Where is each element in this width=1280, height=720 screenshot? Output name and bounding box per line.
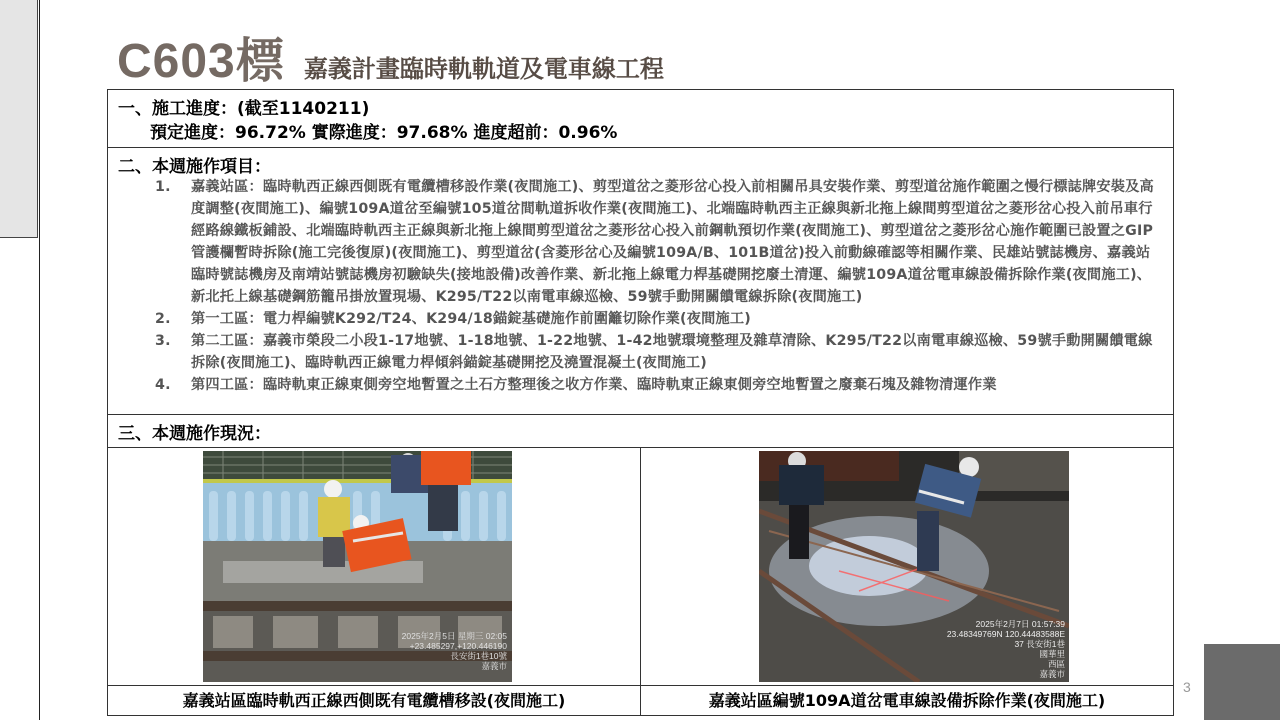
project-subtitle: 嘉義計畫臨時軌軌道及電車線工程: [303, 55, 664, 83]
stamp-address: 長安街1巷10號: [450, 651, 507, 661]
stamp-city: 嘉義市: [481, 661, 507, 671]
photo-catenary-removal: [759, 451, 1069, 682]
item-text: 第二工區：嘉義市榮段二小段1-17地號、1-18地號、1-22地號、1-42地號環境整理及雜草清除、K295/T22以南電車線巡檢、59號手動開關饋電線拆除(夜間施工)、臨時軌西正線電力桿傾斜錨錠基礎開挖及澆置混凝土(夜間施工): [191, 333, 1153, 371]
list-item: [155, 308, 1163, 330]
item-text: 第一工區：電力桿編號K292/T24、K294/18錨錠基礎施作前圍籬切除作業(夜間施工): [191, 311, 751, 327]
item-text: 第四工區：臨時軌東正線東側旁空地暫置之土石方整理後之收方作業、臨時軌東正線東側旁空地暫置之廢棄石塊及雜物清運作業: [191, 377, 997, 393]
status-heading: 三、本週施作現況：: [118, 424, 271, 444]
photo-cable-trough-relocation: [203, 451, 512, 682]
photo-caption-left: 嘉義站區臨時軌西正線西側既有電纜槽移設(夜間施工): [182, 691, 566, 710]
item-number: 1.: [155, 179, 171, 195]
weekly-items-list: [108, 176, 1163, 396]
row-divider: [108, 147, 1173, 148]
stamp-address: 37 長安街1巷: [1014, 639, 1065, 649]
weekly-items-heading: 二、本週施作項目：: [118, 157, 271, 177]
stamp-city: 嘉義市: [1039, 669, 1065, 679]
content-table: [107, 89, 1174, 716]
stamp-date: 2025年2月5日 星期三 02:05: [401, 631, 507, 641]
progress-values: 預定進度：96.72% 實際進度：97.68% 進度超前：0.96%: [150, 123, 618, 143]
page-number: 3: [1183, 679, 1191, 695]
stamp-coords: +23.485297,+120.446190: [409, 641, 507, 651]
progress-heading: 一、施工進度：(截至1140211): [118, 99, 370, 119]
slide-title: [117, 22, 664, 91]
side-tab-panel: [0, 0, 38, 238]
list-item: [155, 374, 1163, 396]
corner-decoration: [1204, 644, 1280, 720]
column-divider: [640, 448, 641, 715]
item-number: 2.: [155, 311, 171, 327]
row-divider: [108, 685, 1173, 686]
item-text: 嘉義站區：臨時軌西正線西側既有電纜槽移設作業(夜間施工)、剪型道岔之菱形岔心投入前相關吊具安裝作業、剪型道岔施作範圍之慢行標誌牌安裝及高度調整(夜間施工)、編號109A道岔至編號105道岔間軌道拆收作業(夜間施工)、北端臨時軌西主正線與新北拖上線間剪型道岔之菱形岔心投入前吊車行經路線鐵板鋪設、北端臨時軌西主正線與新北拖上線間剪型道岔之菱形岔心投入前鋼軌預切作業(夜間施工)、剪型道岔之菱形岔心施作範圍已設置之GIP管護欄暫時拆除(施工完後復原)(夜間施工)、剪型道岔(含菱形岔心及編號109A/B、101B道岔)投入前動線確認等相關作業、民雄站號誌機房、嘉義站臨時號誌機房及南靖站號誌機房初驗缺失(接地設備)改善作業、新北拖上線電力桿基礎開挖廢土清運、編號109A道岔電車線設備拆除作業(夜間施工)、新北托上線基礎鋼筋籠吊掛放置現場、K295/T22以南電車線巡檢、59號手動開關饋電線拆除(夜間施工): [191, 179, 1154, 305]
row-divider: [108, 414, 1173, 415]
contract-code: C603標: [117, 35, 285, 88]
photo-caption-right: 嘉義站區編號109A道岔電車線設備拆除作業(夜間施工): [708, 691, 1106, 710]
stamp-village: 國華里: [1039, 649, 1065, 659]
stamp-district: 西區: [1047, 659, 1065, 669]
stamp-coords: 23.48349769N 120.44483588E: [946, 629, 1065, 639]
item-number: 4.: [155, 377, 171, 393]
item-number: 3.: [155, 333, 171, 349]
list-item: [155, 176, 1163, 308]
photo-timestamp: [909, 619, 1065, 679]
photo-timestamp: [379, 631, 507, 671]
stamp-date: 2025年2月7日 01:57:39: [975, 619, 1065, 629]
left-rule: [39, 0, 40, 720]
list-item: [155, 330, 1163, 374]
